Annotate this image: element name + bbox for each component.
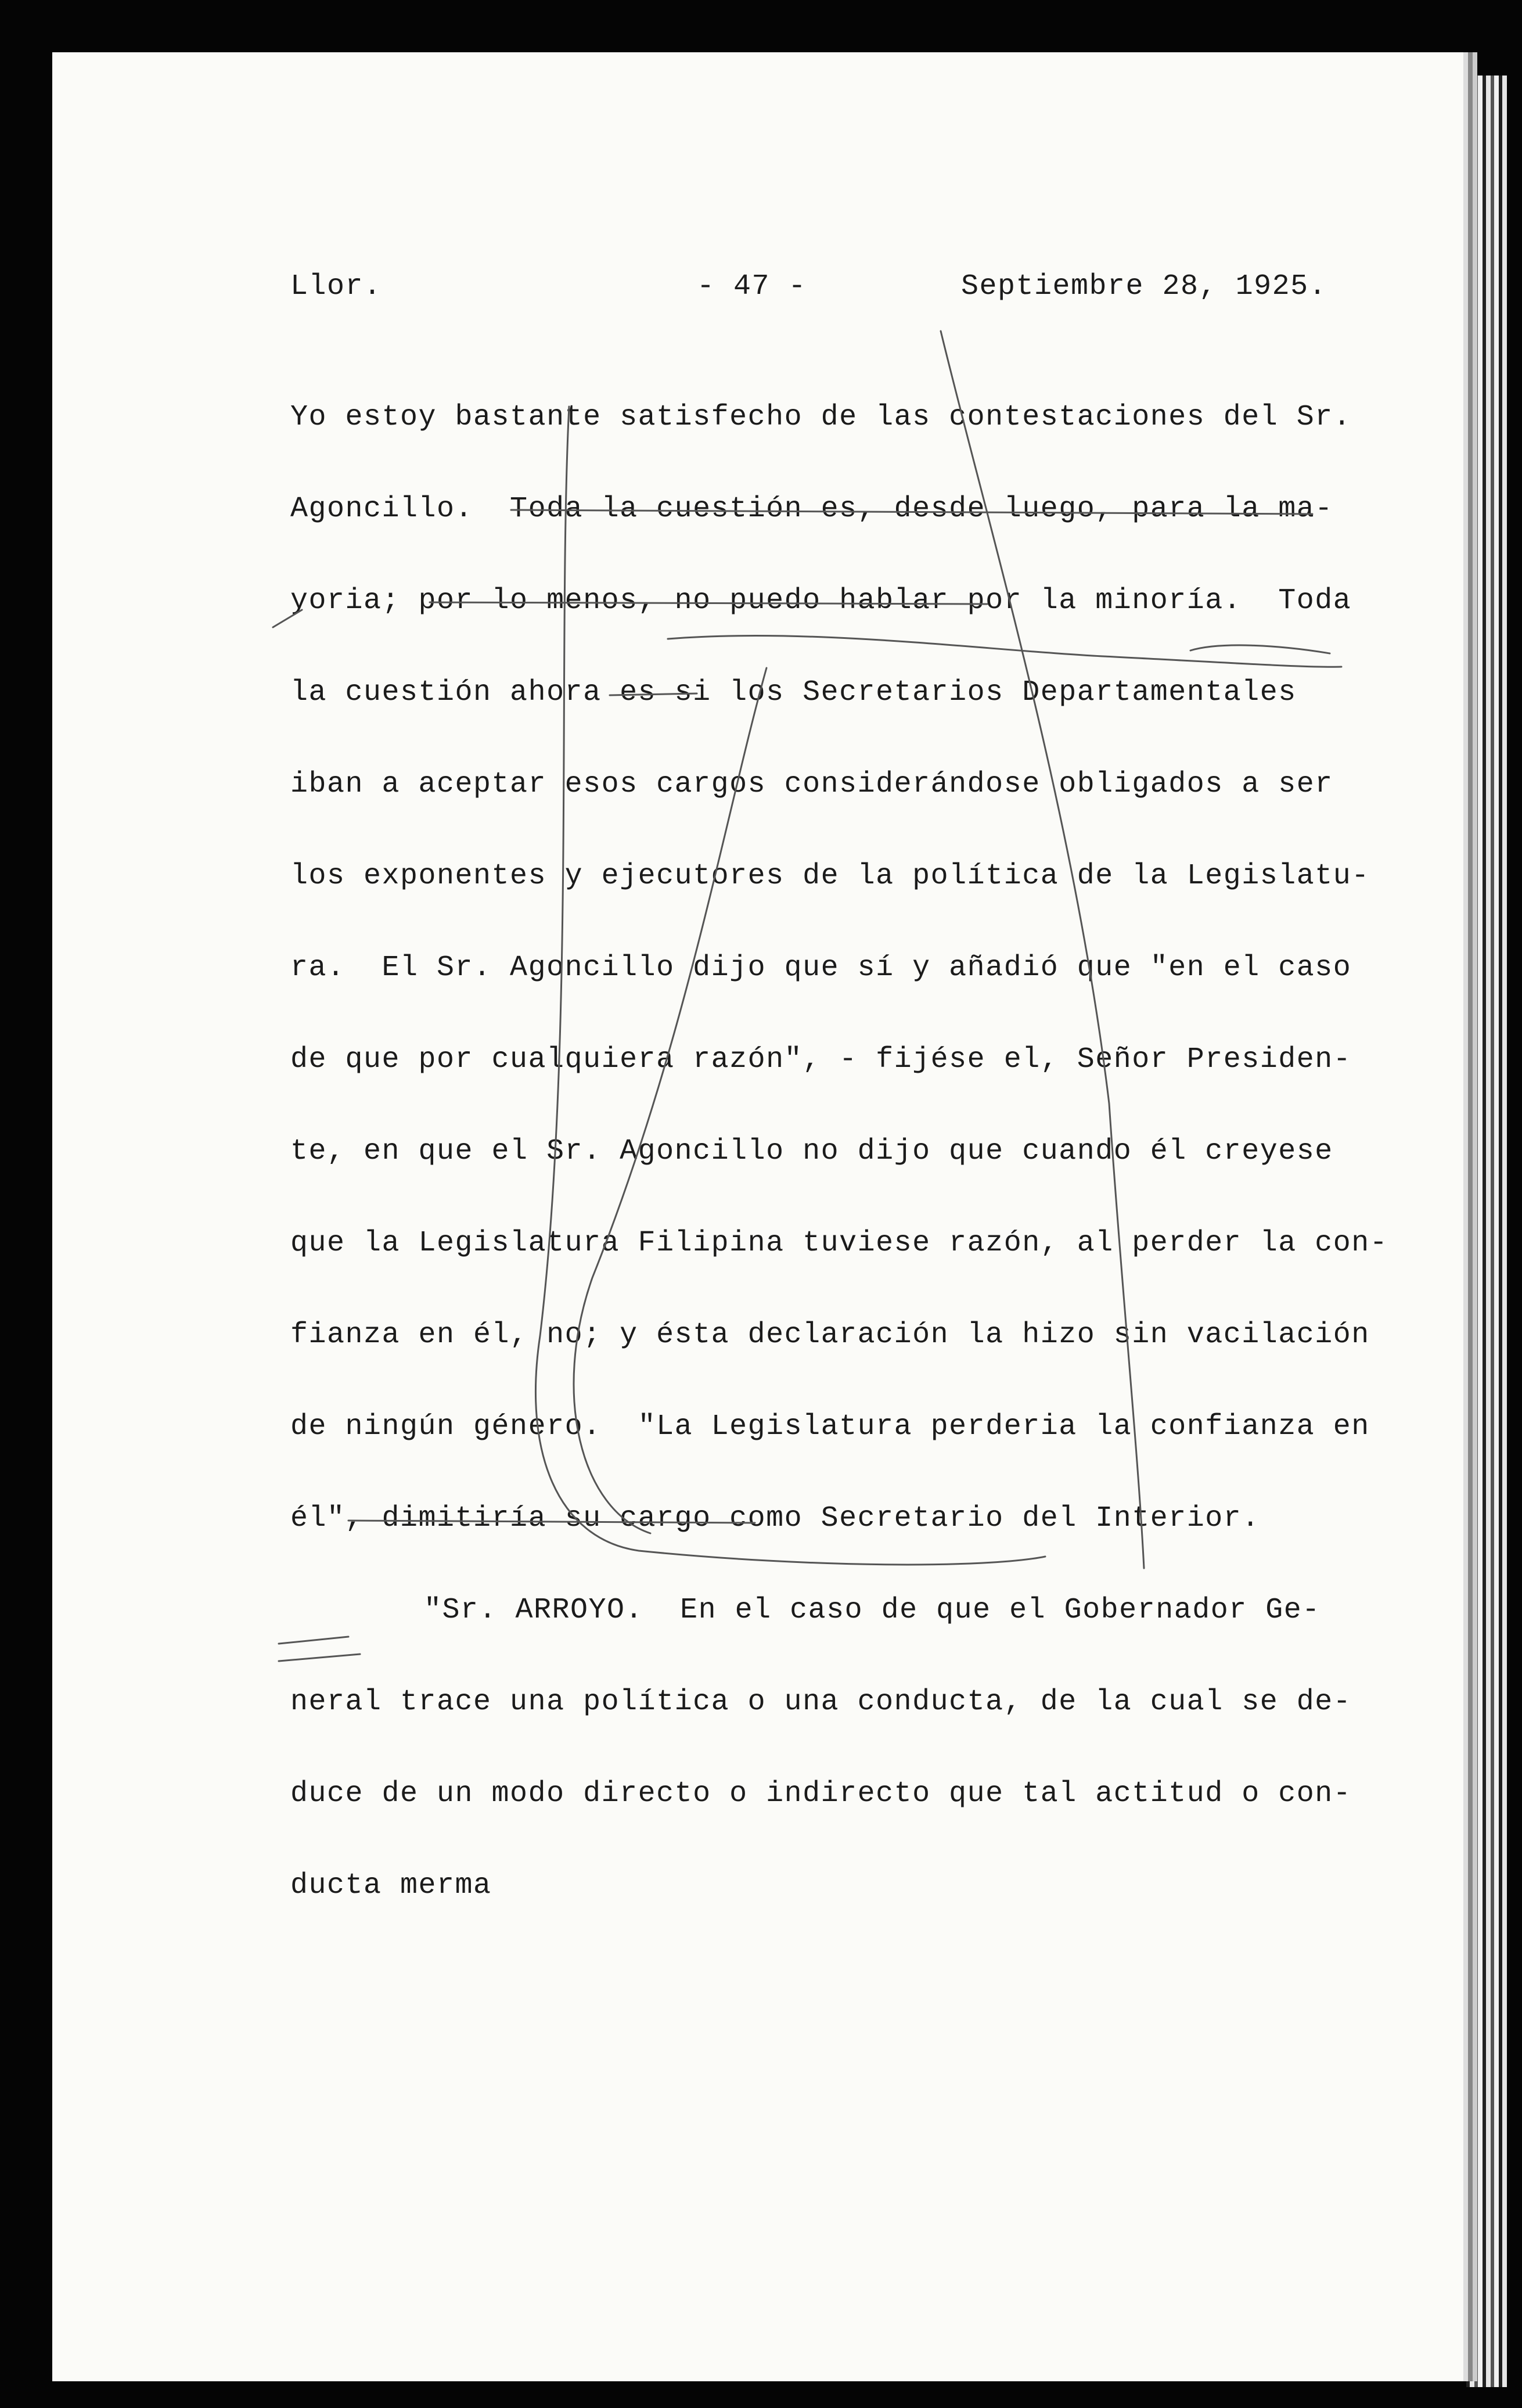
body-line: neral trace una política o una conducta, de la cual se de- (290, 1685, 1352, 1719)
body-line: que la Legislatura Filipina tuviese razón, al perder la con- (290, 1227, 1388, 1260)
body-line: de que por cualquiera razón", - fijése el, Señor Presiden- (290, 1043, 1352, 1076)
header-left: Llor. (290, 270, 382, 303)
body-line: de ningún género. "La Legislatura perderia la confianza en (290, 1410, 1370, 1443)
body-line: duce de un modo directo o indirecto que tal actitud o con- (290, 1777, 1352, 1810)
header-date: Septiembre 28, 1925. (961, 270, 1327, 303)
body-line: fianza en él, no; y ésta declaración la hizo sin vacilación (290, 1318, 1370, 1352)
page-edge-strip (1466, 76, 1507, 2387)
body-line: Yo estoy bastante satisfecho de las contestaciones del Sr. (290, 401, 1352, 434)
body-line: iban a aceptar esos cargos considerándose obligados a ser (290, 768, 1333, 801)
paragraph-first-line: "Sr. ARROYO. En el caso de que el Gobernador Ge- (424, 1594, 1320, 1627)
body-line: la cuestión ahora es si los Secretarios Departamentales (290, 676, 1297, 709)
body-line: Agoncillo. Toda la cuestión es, desde luego, para la ma- (290, 493, 1333, 526)
body-line: yoria; por lo menos, no puedo hablar por la minoría. Toda (290, 584, 1352, 617)
page-number: - 47 - (697, 270, 807, 303)
body-line: ra. El Sr. Agoncillo dijo que sí y añadió que "en el caso (290, 951, 1352, 984)
body-line: él", dimitiría su cargo como Secretario del Interior. (290, 1502, 1260, 1535)
body-line: te, en que el Sr. Agoncillo no dijo que cuando él creyese (290, 1135, 1333, 1168)
body-line: los exponentes y ejecutores de la política de la Legislatu- (290, 860, 1370, 893)
body-line: ducta merma (290, 1869, 492, 1902)
